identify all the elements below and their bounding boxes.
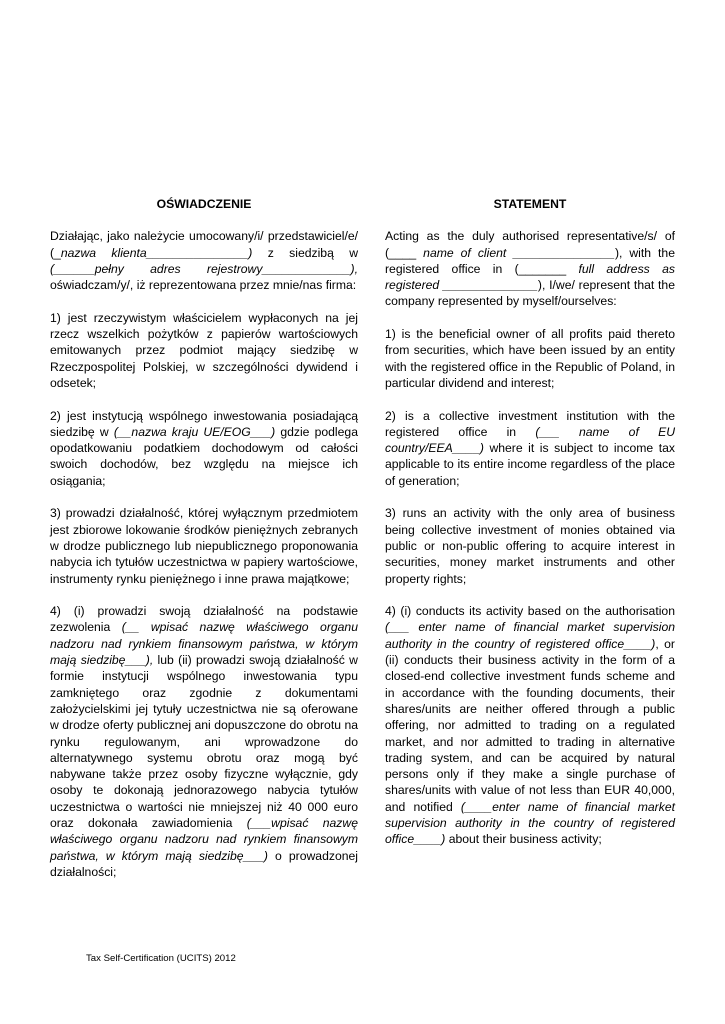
fill-in-placeholder: (______pełny adres rejestrowy_____________), [50, 261, 358, 276]
fill-in-placeholder: name of client _______________ [423, 245, 615, 260]
paragraph-text: 2) is a collective investment institution with the registered office in [385, 408, 675, 439]
page-footer: Tax Self-Certification (UCITS) 2012 [86, 953, 236, 964]
polish-heading: OŚWIADCZENIE [156, 197, 252, 211]
paragraph-text: oświadczam/y/, iż reprezentowana przez mnie/nas firma: [50, 278, 357, 293]
paragraph-text: gdzie podlega opodatkowaniu podatkiem dochodowym od całości swoich dochodów, bez względu na miejsce ich osiągania; [50, 424, 358, 488]
fill-in-placeholder: (___ enter name of financial market supervision authority in the country of registered office____) [385, 620, 675, 651]
fill-in-placeholder: (___ name of EU country/EEA____) [385, 424, 675, 456]
english-heading: STATEMENT [493, 197, 567, 211]
polish-clause-4 [50, 603, 358, 880]
paragraph-text: ), I/we/ represent that the company represented by myself/ourselves: [385, 278, 675, 309]
english-clause-1 [385, 326, 675, 391]
paragraph-text: 1) jest rzeczywistym właścicielem wypłaconych na jej rzecz wszelkich pożytków z papierów wartościowych emitowanych przez podmiot mający siedzibę w Rzeczpospolitej Polskiej, w szczególności dywidend i odsetek; [50, 310, 358, 390]
paragraph-text: lub (ii) prowadzi swoją działalność w formie instytucji wspólnego inwestowania typu zamkniętego oraz zgodnie z dokumentami założycielskimi jej tytuły uczestnictwa nie są oferowane w drodze oferty publicznej ani dopuszczone do obrotu na rynku regulowanym, ani wprowadzone do alternatywnego systemu obrotu oraz mogą być nabywane także przez osoby fizyczne wyłącznie, gdy osoby te dokonają jednorazowego nabycia tytułów uczestnictwa o wartości nie mniejszej niż 40 000 euro oraz dokonała zawiadomienia [50, 653, 358, 830]
english-clause-4 [385, 603, 675, 847]
polish-clause-2 [50, 408, 358, 489]
polish-clause-1 [50, 310, 358, 391]
polish-clause-3 [50, 505, 358, 586]
paragraph-text: 2) jest instytucją wspólnego inwestowania posiadającą siedzibę w [50, 408, 358, 439]
fill-in-placeholder: (__nazwa kraju UE/EOG___) [113, 424, 276, 439]
fill-in-placeholder: (___wpisać nazwę właściwego organu nadzoru nad rynkiem finansowym państwa, w którym mają siedzibę___) [50, 815, 358, 863]
paragraph-text: z siedzibą w [252, 245, 358, 260]
fill-in-placeholder: nazwa klienta_______________) [60, 245, 253, 260]
paragraph-text: Działając, jako należycie umocowany/i/ przedstawiciel/e/ (_ [50, 229, 358, 260]
fill-in-placeholder: (____enter name of financial market supervision authority in the country of registered office____) [385, 799, 675, 847]
fill-in-placeholder: (__ wpisać nazwę właściwego organu nadzoru nad rynkiem finansowym państwa, w którym mają siedzibę___), [50, 620, 358, 668]
english-column [385, 196, 675, 864]
english-intro-paragraph [385, 228, 675, 309]
paragraph-text: 4) (i) conducts its activity based on the authorisation [385, 604, 675, 619]
polish-intro-paragraph [50, 228, 358, 293]
paragraph-text: where it is subject to income tax applicable to its entire income regardless of the place of generation; [385, 441, 675, 488]
paragraph-text: ), with the registered office in (_______ [385, 245, 675, 276]
paragraph-text: o prowadzonej działalności; [50, 848, 358, 879]
polish-column [50, 196, 358, 896]
paragraph-text: 3) prowadzi działalność, której wyłącznym przedmiotem jest zbiorowe lokowanie środków pieniężnych zebranych w drodze publicznego lub niepublicznego proponowania nabycia ich tytułów uczestnictwa w papiery wartościowe, instrumenty rynku pieniężnego i inne prawa majątkowe; [50, 506, 358, 586]
english-clause-2 [385, 408, 675, 489]
fill-in-placeholder: full address as registered ______________ [385, 261, 675, 293]
paragraph-text: Acting as the duly authorised representative/s/ of (____ [385, 229, 675, 260]
paragraph-text: about their business activity; [445, 832, 602, 847]
paragraph-text: 4) (i) prowadzi swoją działalność na podstawie zezwolenia [50, 604, 358, 635]
paragraph-text: , or (ii) conducts their business activity in the form of a closed-end collective investment funds scheme and in accordance with the founding documents, their shares/units are neither offered through a public offering, nor admitted to trading on a regulated market, and nor admitted to trading in alternative trading system, and can be acquired by natural persons only if they make a single purchase of shares/units with value of not less than EUR 40,000, and notified [385, 636, 675, 814]
paragraph-text: 3) runs an activity with the only area of business being collective investment of monies obtained via public or non-public offering to acquire interest in securities, money market instruments and other property rights; [385, 506, 675, 586]
english-clause-3 [385, 505, 675, 586]
paragraph-text: 1) is the beneficial owner of all profits paid thereto from securities, which have been issued by an entity with the registered office in the Republic of Poland, in particular dividend and interest; [385, 327, 675, 390]
